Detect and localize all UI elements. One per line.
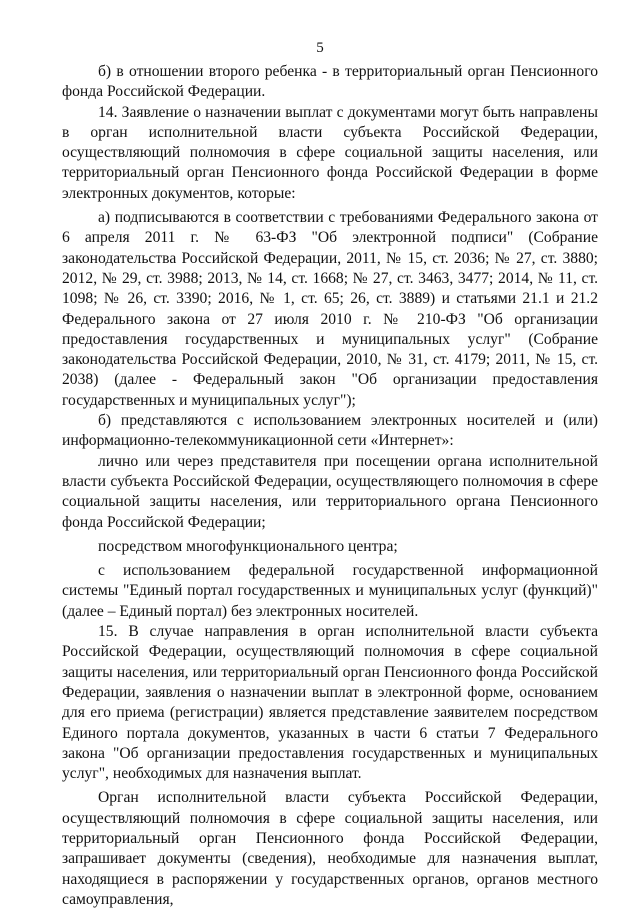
paragraph-13b-second-child: б) в отношении второго ребенка - в территориальный орган Пенсионного фонда Российской Федерации.: [62, 63, 598, 101]
paragraph-14: 14. Заявление о назначении выплат с документами могут быть направлены в орган исполнительной власти субъекта Российской Федерации, осуществляющий полномочия в сфере социальной защиты населения, или территориальный орган Пенсионного фонда Российской Федерации в форме электронных документов, которые:: [62, 103, 598, 202]
paragraph-14b-in-person: лично или через представителя при посещении органа исполнительной власти субъекта Российской Федерации, осуществляющего полномочия в сфере социальной защиты населения, или территориального органа Пенсионного фонда Российской Федерации;: [62, 452, 598, 531]
page-number: 5: [316, 40, 324, 56]
paragraph-15-continuation: Орган исполнительной власти субъекта Российской Федерации, осуществляющий полномочия в сфере социальной защиты населения, или территориальный орган Пенсионного фонда Российской Федерации, запрашивает документы (сведения), необходимые для назначения выплат, находящиеся в распоряжении у государственных органов, органов местного самоуправления,: [62, 789, 598, 908]
paragraph-14a: а) подписываются в соответствии с требованиями Федерального закона от 6 апреля 2011 г. № 63-ФЗ "Об электронной подписи" (Собрание законодательства Российской Федерации, 2011, № 15, ст. 2036; № 27, ст. 3880; 2012, № 29, ст. 3988; 2013, № 14, ст. 1668; № 27, ст. 3463, 3477; 2014, № 11, ст. 1098; № 26, ст. 3390; 2016, № 1, ст. 65; 26, ст. 3889) и статьями 21.1 и 21.2 Федерального закона от 27 июля 2010 г. № 210-ФЗ "Об организации предоставления государственных и муниципальных услуг" (Собрание законодательства Российской Федерации, 2010, № 31, ст. 4179; 2011, № 15, ст. 2038) (далее - Федеральный закон "Об организации предоставления государственных и муниципальных услуг");: [62, 209, 598, 409]
paragraph-14b-portal: с использованием федеральной государственной информационной системы "Единый портал государственных и муниципальных услуг (функций)" (далее – Единый портал) без электронных носителей.: [62, 562, 598, 620]
document-body: [62, 62, 598, 910]
paragraph-14b-mfc: посредством многофункционального центра;: [98, 537, 398, 555]
paragraph-15: 15. В случае направления в орган исполнительной власти субъекта Российской Федерации, осуществляющий полномочия в сфере социальной защиты населения, или территориальный орган Пенсионного фонда Российской Федерации, заявления о назначении выплат в электронной форме, основанием для его приема (регистрации) является представление заявителем посредством Единого портала документов, указанных в части 6 статьи 7 Федерального закона "Об организации предоставления государственных и муниципальных услуг", необходимых для назначения выплат.: [62, 623, 598, 783]
paragraph-14b: б) представляются с использованием электронных носителей и (или) информационно-телекоммуникационной сети «Интернет»:: [62, 412, 598, 450]
